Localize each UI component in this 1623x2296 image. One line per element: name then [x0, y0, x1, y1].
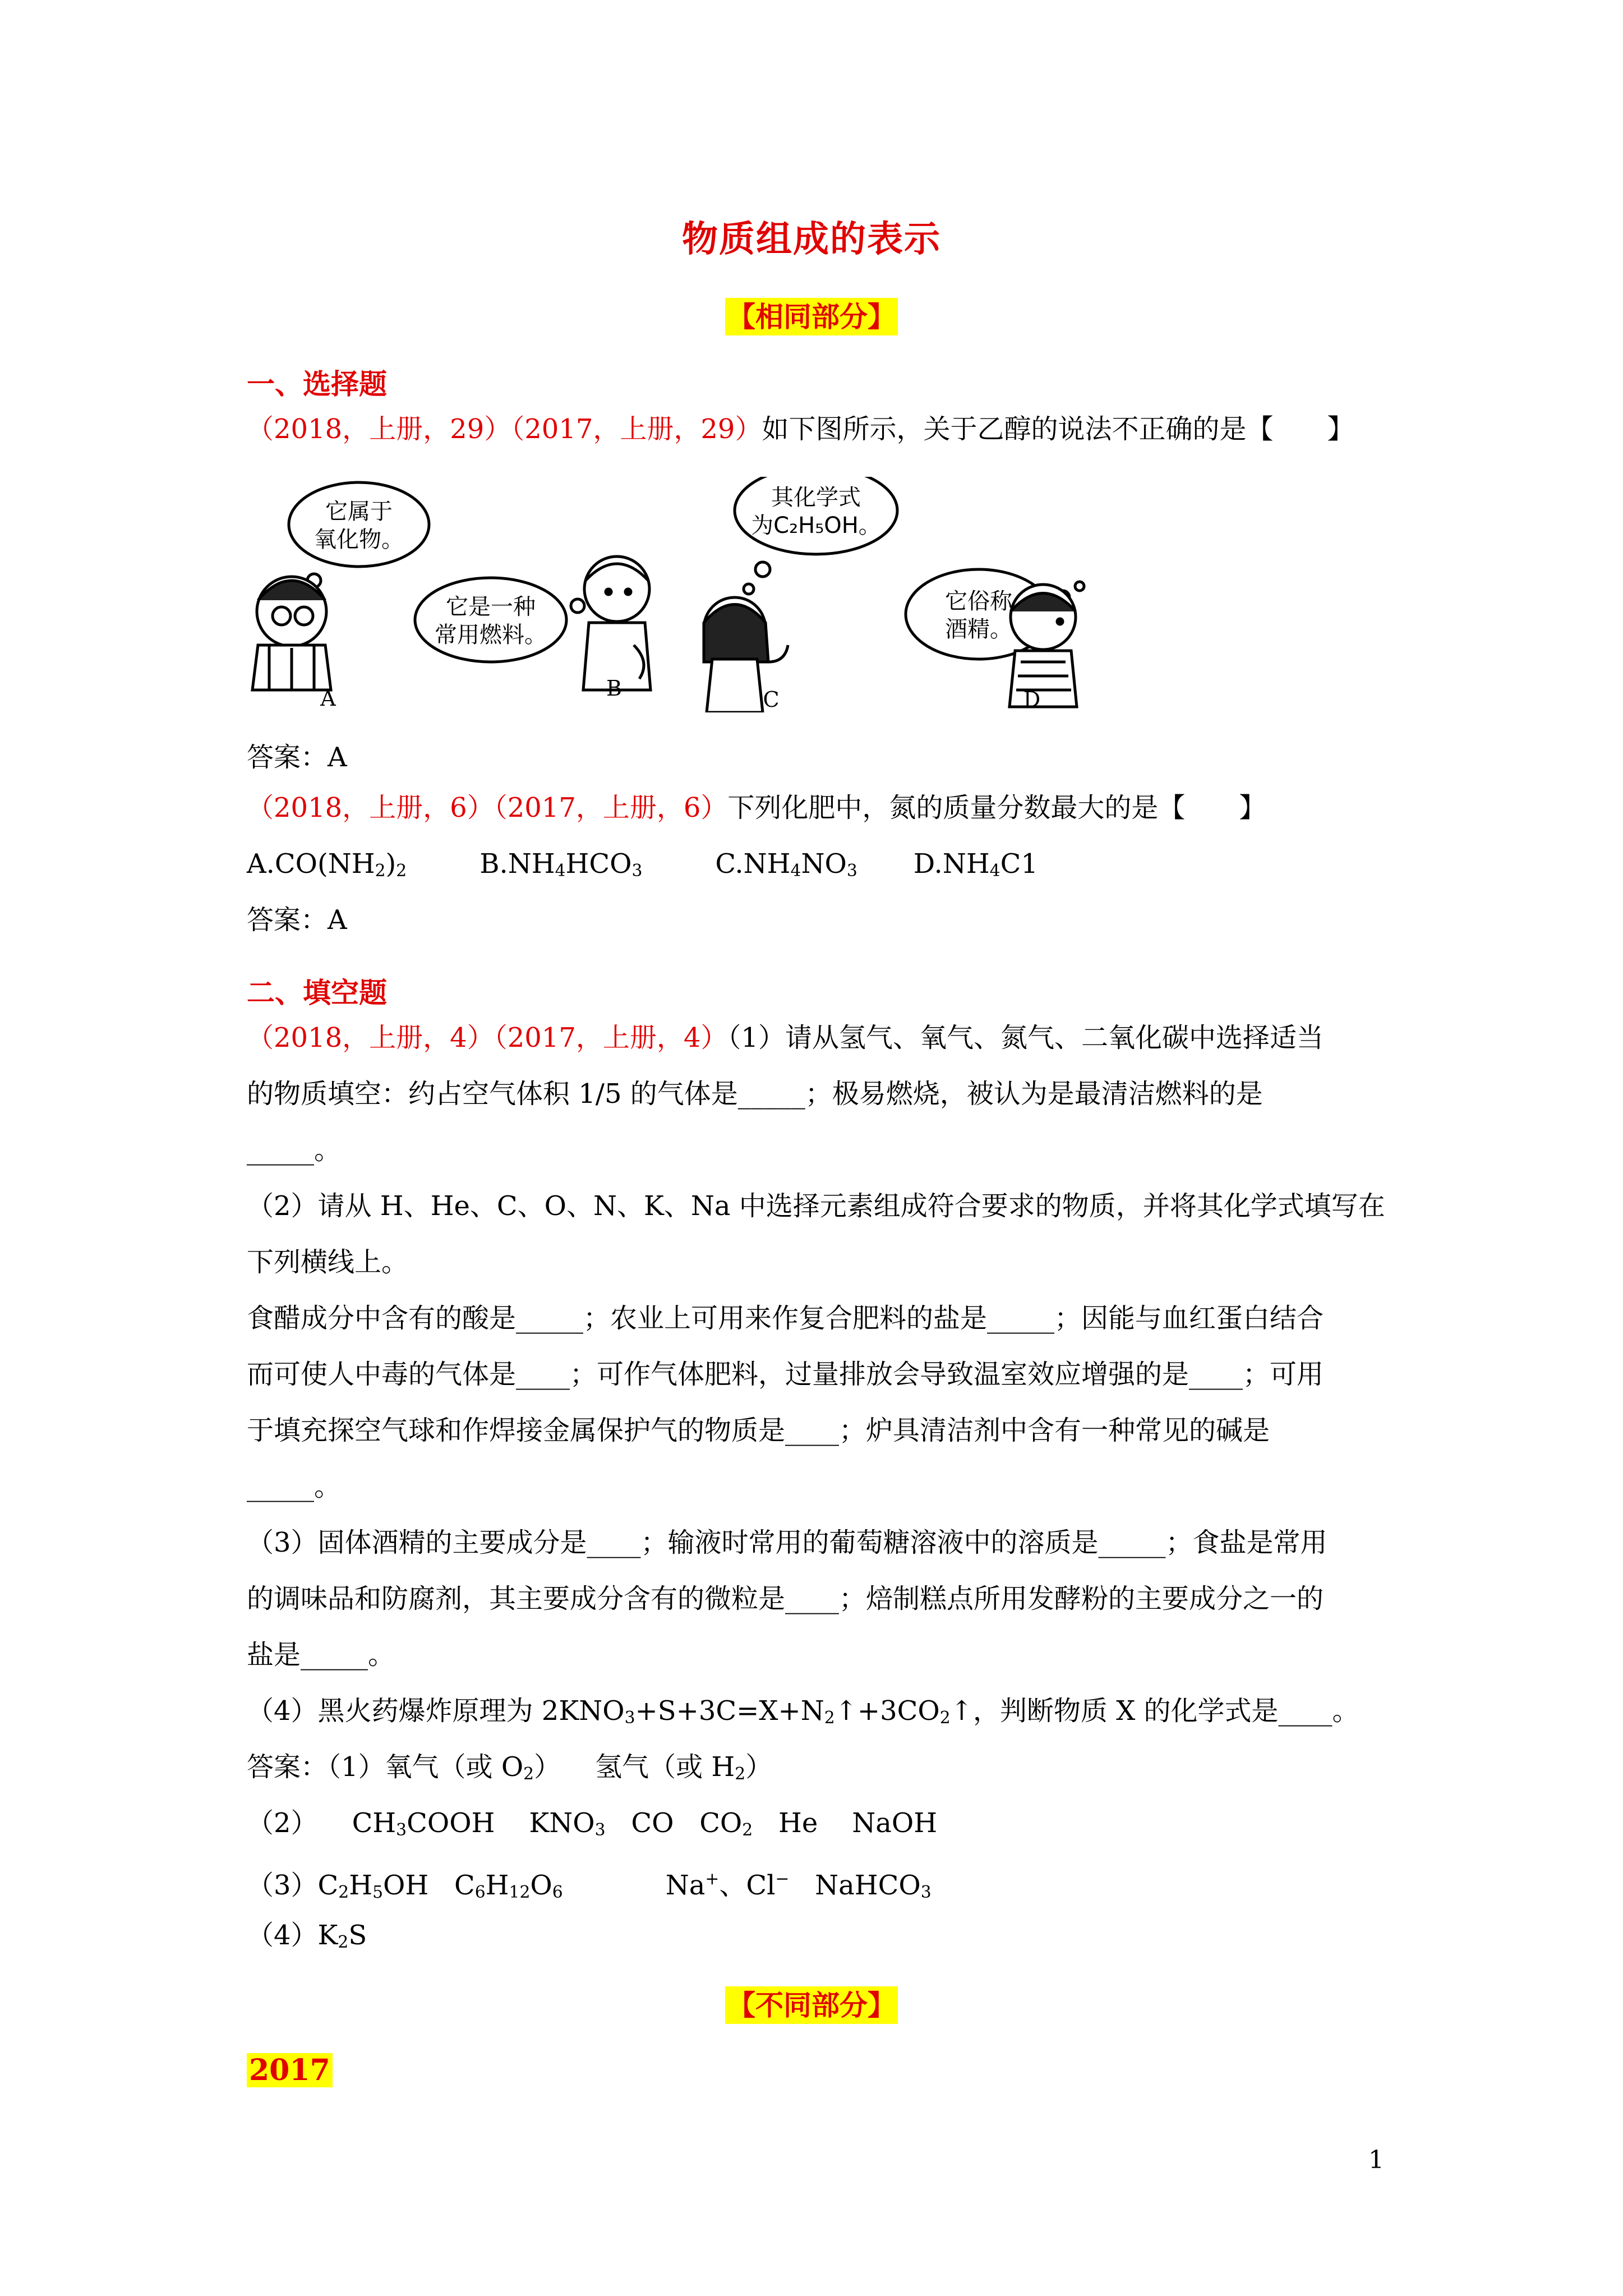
- figure-label-c: C: [763, 687, 780, 712]
- question-3-line-9: _____。: [247, 1471, 342, 1502]
- section-diff-banner: [0, 1983, 1623, 2023]
- page-title: 物质组成的表示: [682, 218, 941, 260]
- question-3-line-11: 的调味品和防腐剂，其主要成分含有的微粒是____；焙制糕点所用发酵粉的主要成分之一的: [247, 1583, 1324, 1614]
- option-a: $A.CO(NH_2)_2$: [247, 848, 407, 881]
- section-same-banner: [0, 295, 1623, 335]
- question-3-line-1: [247, 1021, 1391, 1055]
- bubble-b-line2: 常用燃料。: [435, 622, 547, 648]
- bubble-c-line1: 其化学式: [771, 485, 861, 510]
- question-3-line-7: 而可使人中毒的气体是____；可作气体肥料，过量排放会导致温室效应增强的是____；可用: [247, 1359, 1324, 1390]
- question-2-text: 下列化肥中，氮的质量分数最大的是【 】: [727, 792, 1266, 823]
- answer-3-label: （3）: [247, 1869, 318, 1901]
- question-2-options: [247, 847, 1391, 888]
- question-2-answer: 答案：A: [247, 904, 347, 936]
- ethanol-cartoon: [247, 477, 1391, 712]
- option-b: $B.NH_4HCO_3$: [479, 848, 643, 881]
- option-d: $D.NH_4C1$: [913, 848, 1038, 881]
- question-3-text-1: （1）请从氢气、氧气、氮气、二氧化碳中选择适当: [727, 1022, 1324, 1053]
- question-1-answer: 答案：A: [247, 742, 347, 773]
- answer-4-label: （4）: [247, 1920, 318, 1951]
- bubble-c-line2: 为C₂H₅OH。: [751, 513, 881, 539]
- question-3-line-6: 食醋成分中含有的酸是_____；农业上可用来作复合肥料的盐是_____；因能与血红蛋白结合: [247, 1303, 1324, 1334]
- section-diff-label: 【不同部分】: [725, 1986, 898, 2024]
- answer-part-2: （2） $CH_3COOH$ $KNO_3$ CO $CO_2$ He NaOH: [247, 1807, 938, 1840]
- question-3-line-2: 的物质填空：约占空气体积 1/5 的气体是_____；极易燃烧，被认为是最清洁燃料的是: [247, 1078, 1263, 1110]
- question-3-source: （2018，上册，4）（2017，上册，4）: [247, 1022, 728, 1053]
- bubble-a-line1: 它属于: [325, 499, 393, 524]
- question-1-source: （2018，上册，29）（2017，上册，29）: [247, 413, 762, 445]
- question-2: [247, 791, 1391, 825]
- answer-2-label: （2）: [247, 1807, 318, 1839]
- answer-part-1: 答案：（1）氧气（或 $O_2$） 氢气（或 $H_2$）: [247, 1751, 773, 1784]
- section-same-label: 【相同部分】: [725, 298, 898, 335]
- figure-label-d: D: [1023, 687, 1041, 712]
- student-b-figure: [583, 556, 651, 690]
- question-1-text: 如下图所示，关于乙醇的说法不正确的是【 】: [762, 413, 1354, 445]
- page-number: 1: [1368, 2146, 1384, 2174]
- question-3-line-4: （2）请从 H、He、C、O、N、K、Na 中选择元素组成符合要求的物质，并将其化学式填写在: [247, 1190, 1385, 1222]
- bubble-b-line1: 它是一种: [446, 594, 536, 620]
- question-2-source: （2018，上册，6）（2017，上册，6）: [247, 792, 728, 823]
- question-3-line-8: 于填充探空气球和作焊接金属保护气的物质是____；炉具清洁剂中含有一种常见的碱是: [247, 1415, 1270, 1446]
- question-3-line-10: （3）固体酒精的主要成分是____；输液时常用的葡萄糖溶液中的溶质是_____；食盐是常用: [247, 1527, 1327, 1558]
- option-c: $C.NH_4NO_3$: [715, 848, 857, 881]
- figure-label-b: B: [606, 676, 622, 701]
- figure-label-a: A: [320, 686, 336, 711]
- fill-in-heading: 二、填空题: [247, 976, 387, 1009]
- question-1: [247, 412, 1391, 446]
- question-3-part-4: （4）黑火药爆炸原理为 $2KNO_3+S+3C=X+N_2↑+3CO_2↑$，判断物质 X 的化学式是____。: [247, 1695, 1359, 1728]
- bubble-d-line2: 酒精。: [945, 616, 1012, 642]
- year-2017-label: 2017: [247, 2053, 333, 2087]
- choice-heading: 一、选择题: [247, 367, 387, 401]
- student-a-figure: [252, 577, 331, 690]
- speech-bubble-b: [415, 578, 599, 662]
- answer-label: 答案：: [247, 1751, 328, 1783]
- question-3-line-5: 下列横线上。: [247, 1246, 409, 1278]
- question-3-line-3: _____。: [247, 1134, 342, 1166]
- question-3-line-12: 盐是_____。: [247, 1639, 395, 1671]
- answer-part-4: $(4)K_2S$: [247, 1920, 367, 1952]
- bubble-a-line2: 氧化物。: [314, 527, 404, 553]
- bubble-d-line1: 它俗称: [945, 588, 1012, 614]
- answer-part-3: $(3)C_2H_5OH$ $C_6H_{12}O_6$ Na+、Cl− NaHCO$_3$: [247, 1869, 932, 1902]
